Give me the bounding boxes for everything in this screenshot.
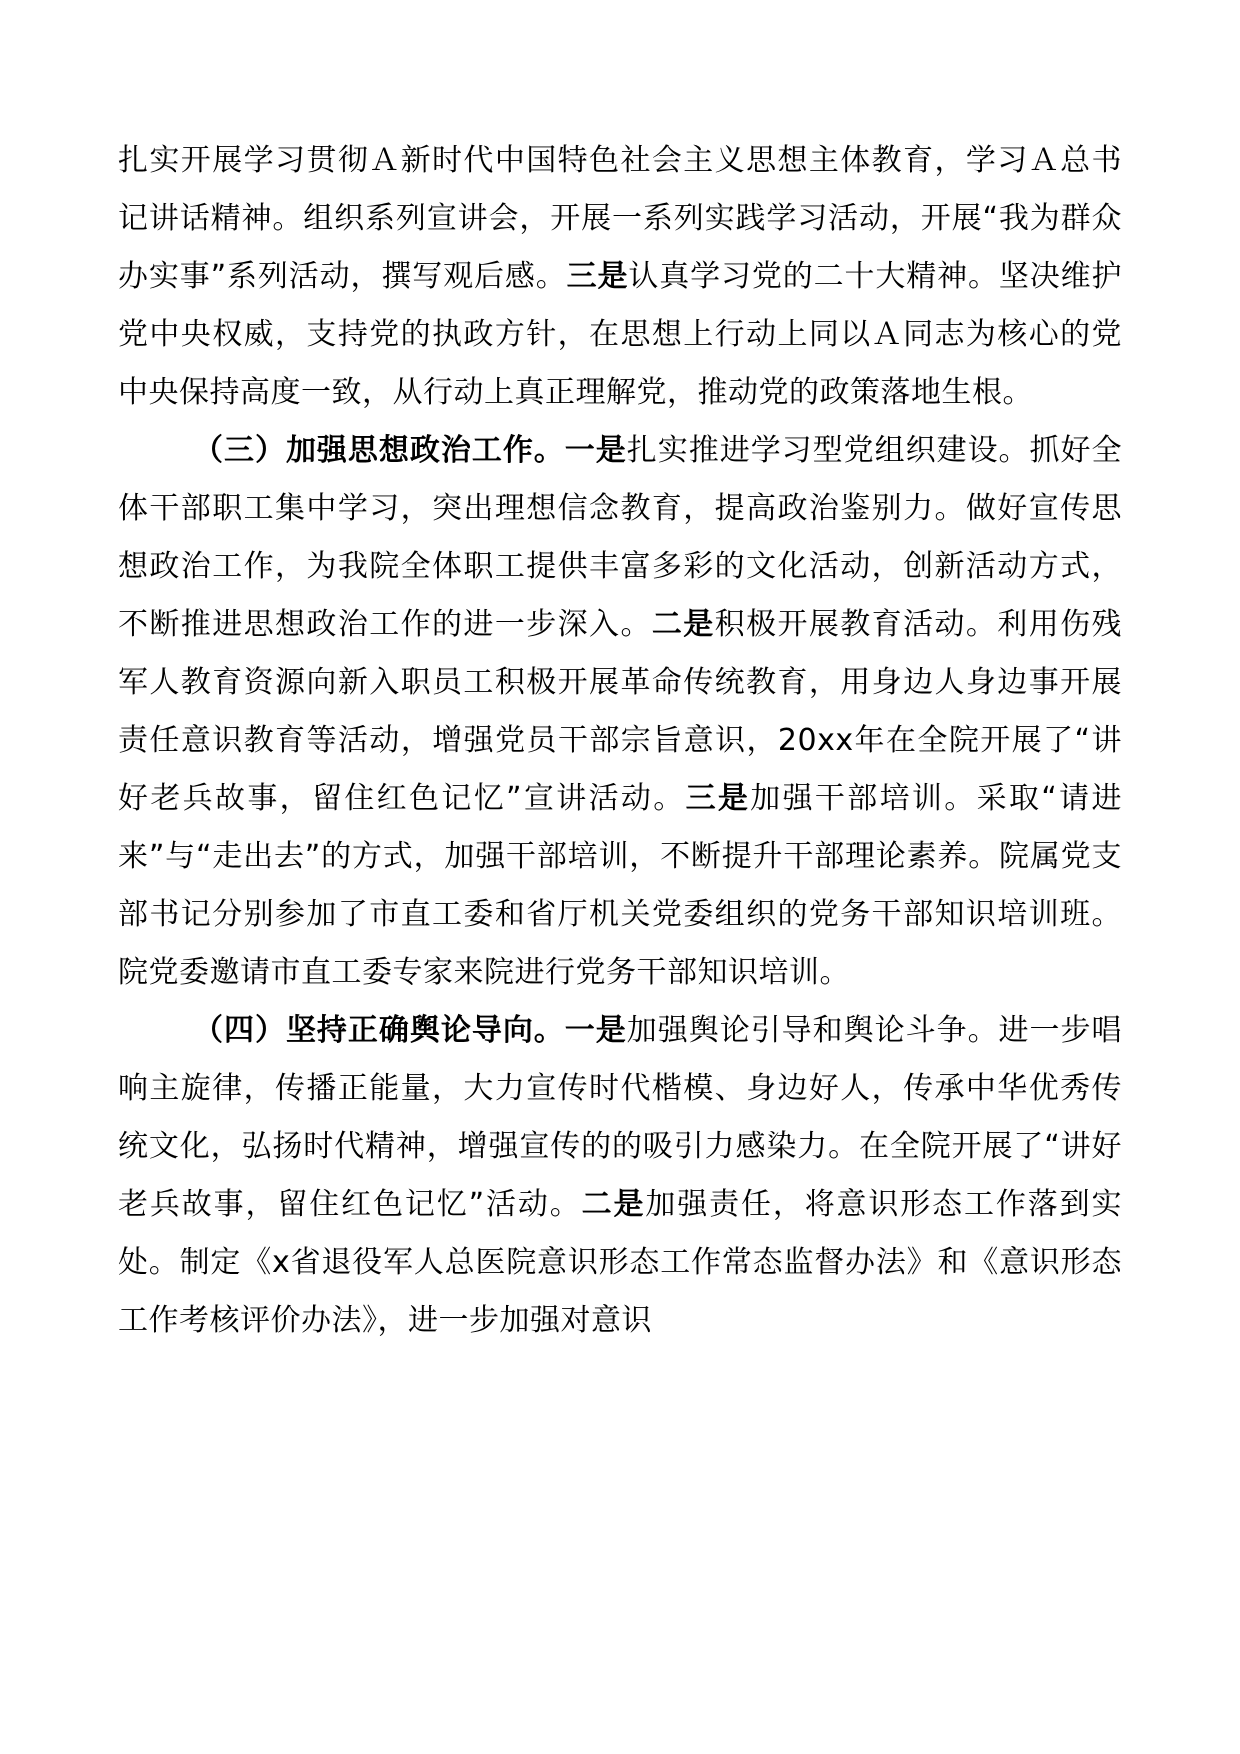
text-run: 加强责任，将意识形态工作落到实处。制定《x省退役军人总医院意识形态工作常态监督办法》和《意识形态工作考核评价办法》，进一步加强对意识 [118,1187,1123,1338]
paragraph-2 [118,422,1122,1002]
bold-run: 三是 [685,781,751,816]
section-heading: （三）加强思想政治工作。一是 [193,433,627,468]
text-run: 扎实开展学习贯彻Ａ新时代中国特色社会主义思想主体教育，学习Ａ总书记讲话精神。组织系列宣讲会，开展一系列实践学习活动，开展“我为群众办实事”系列活动，撰写观后感。 [118,143,1122,294]
section-heading: （四）坚持正确舆论导向。一是 [193,1013,627,1048]
bold-run: 二是 [651,607,715,642]
text-run: 积极开展教育活动。利用伤残军人教育资源向新入职员工积极开展革命传统教育，用身边人身边事开展责任意识教育等活动，增强党员干部宗旨意识，20xx年在全院开展了“讲好老兵故事，留住红色记忆”宣讲活动。 [118,607,1123,816]
text-run: 认真学习党的二十大精神。坚决维护党中央权威，支持党的执政方针，在思想上行动上同以Ａ同志为核心的党中央保持高度一致，从行动上真正理解党，推动党的政策落地生根。 [118,259,1123,410]
text-run: 加强干部培训。采取“请进来”与“走出去”的方式，加强干部培训，不断提升干部理论素养。院属党支部书记分别参加了市直工委和省厅机关党委组织的党务干部知识培训班。院党委邀请市直工委专家来院进行党务干部知识培训。 [118,781,1122,990]
paragraph-1 [118,132,1122,422]
bold-run: 三是 [566,259,629,294]
text-run: 加强舆论引导和舆论斗争。进一步唱响主旋律，传播正能量，大力宣传时代楷模、身边好人，传承中华优秀传统文化，弘扬时代精神，增强宣传的的吸引力感染力。在全院开展了“讲好老兵故事，留住红色记忆”活动。 [118,1013,1123,1222]
text-run: 扎实推进学习型党组织建设。抓好全体干部职工集中学习，突出理想信念教育，提高政治鉴别力。做好宣传思想政治工作，为我院全体职工提供丰富多彩的文化活动，创新活动方式，不断推进思想政治工作的进一步深入。 [118,433,1123,642]
paragraph-3 [118,1002,1122,1350]
bold-run: 二是 [581,1187,646,1222]
